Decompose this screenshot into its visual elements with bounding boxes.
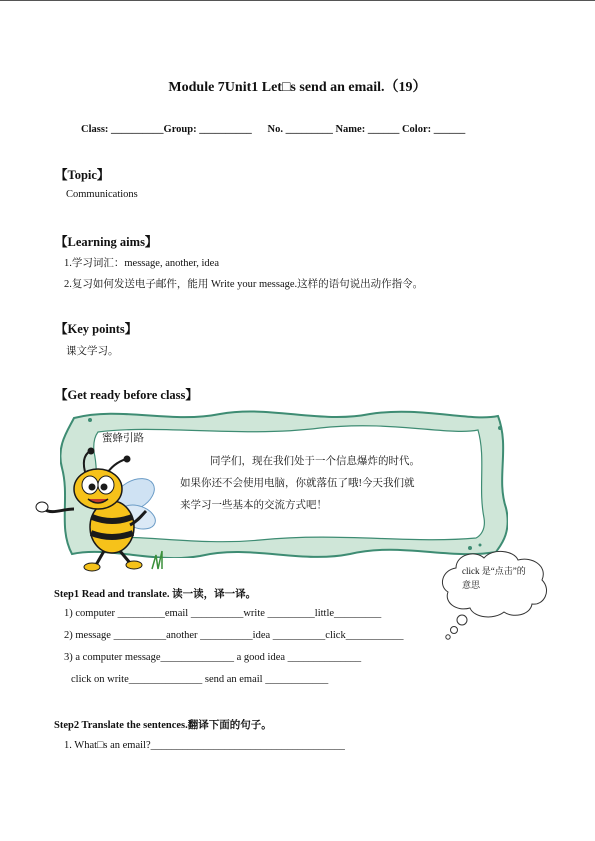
learning-aim-item: 1.学习词汇：message, another, idea bbox=[64, 258, 219, 269]
frame-line: 同学们，现在我们处于一个信息爆炸的时代。 bbox=[210, 456, 420, 467]
step1-row: 3) a computer message______________ a good idea ______________ bbox=[64, 652, 362, 663]
key-points-heading: 【Key points】 bbox=[55, 322, 138, 336]
bee-mascot-illustration bbox=[34, 445, 174, 575]
bee-icon bbox=[34, 445, 174, 575]
learning-aim-item: 2.复习如何发送电子邮件，能用 Write your message.这样的语句说出动作指令。 bbox=[64, 279, 424, 290]
key-points-text: 课文学习。 bbox=[66, 346, 119, 357]
topic-heading: 【Topic】 bbox=[55, 168, 110, 182]
color-field: Color: ______ bbox=[401, 124, 466, 135]
step1-row: 2) message __________another __________idea __________click___________ bbox=[64, 630, 404, 641]
page-top-rule bbox=[0, 0, 595, 1]
number-field: No. _________ bbox=[267, 124, 333, 135]
step1-heading: Step1 Read and translate. 读一读，译一译。 bbox=[54, 589, 257, 600]
hint-thought-bubble bbox=[436, 548, 554, 640]
topic-text: Communications bbox=[66, 189, 138, 200]
frame-line: 如果你还不会使用电脑，你就落伍了哦!今天我们就 bbox=[180, 478, 415, 489]
frame-line: 来学习一些基本的交流方式吧！ bbox=[180, 500, 327, 511]
class-field: Class: __________ bbox=[81, 124, 164, 135]
name-field: Name: ______ bbox=[335, 124, 400, 135]
page-title: Module 7Unit1 Let□s send an email.（19） bbox=[168, 80, 427, 95]
group-field: Group: __________ bbox=[163, 124, 252, 135]
step1-row: click on write______________ send an email ____________ bbox=[71, 674, 329, 685]
cloud-bubble-icon bbox=[436, 548, 554, 640]
learning-aims-heading: 【Learning aims】 bbox=[55, 235, 158, 249]
get-ready-heading: 【Get ready before class】 bbox=[55, 388, 198, 402]
frame-label: 蜜蜂引路 bbox=[102, 433, 144, 444]
step2-heading: Step2 Translate the sentences.翻译下面的句子。 bbox=[54, 720, 272, 731]
student-info-line bbox=[81, 124, 465, 135]
bubble-text: click 是“点击”的意思 bbox=[462, 566, 526, 590]
step1-row: 1) computer _________email __________write _________little_________ bbox=[64, 608, 382, 619]
step2-row: 1. What□s an email?_____________________________________ bbox=[64, 740, 345, 751]
